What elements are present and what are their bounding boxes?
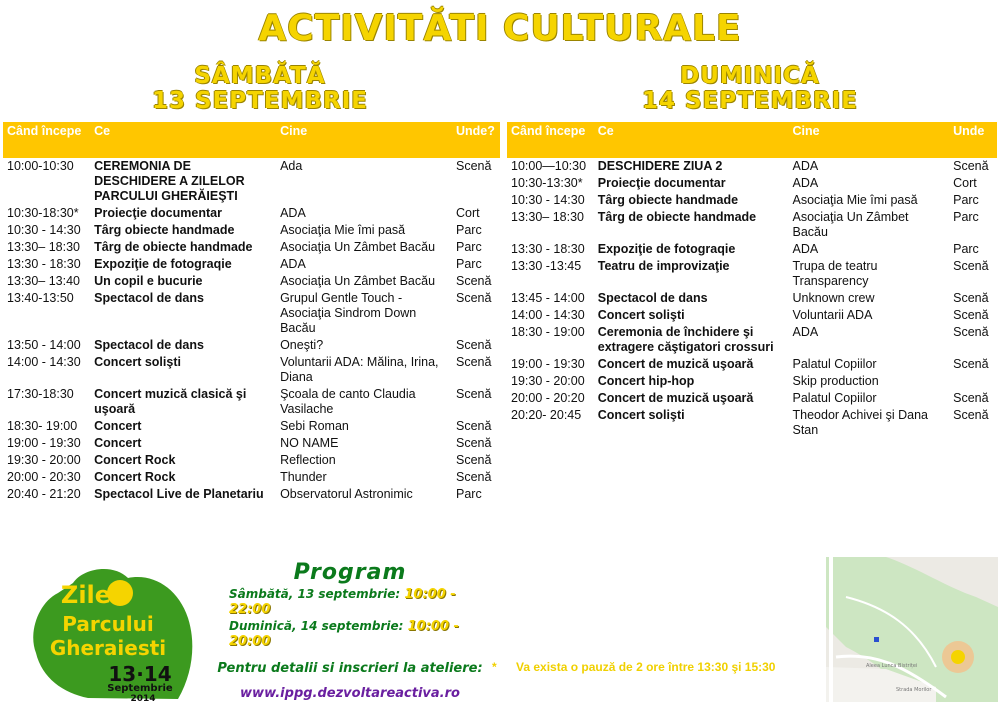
cell-activity: Spectacol Live de Planetariu	[94, 487, 264, 501]
cell-venue: Scenă	[953, 357, 989, 371]
cell-start-time: 17:30-18:30	[7, 387, 74, 401]
cell-start-time: 14:00 - 14:30	[511, 308, 585, 322]
table-row	[3, 469, 500, 486]
cell-venue: Scenă	[953, 408, 989, 422]
cell-performer: Reflection	[280, 453, 336, 467]
cell-venue: Cort	[953, 176, 977, 190]
cell-start-time: 19:30 - 20:00	[511, 374, 585, 388]
column-header-where: Unde	[949, 122, 997, 158]
program-sunday-line	[215, 619, 485, 649]
table-row	[3, 418, 500, 435]
logo-line3: Gheraiesti	[49, 636, 167, 660]
cell-start-time: 10:00—10:30	[511, 159, 587, 173]
table-row	[507, 373, 997, 390]
asterisk-icon: *	[492, 660, 497, 674]
cell-performer: Asociaţia Mie îmi pasă	[280, 223, 406, 237]
cell-performer: Şcoala de canto Claudia Vasilache	[280, 387, 416, 416]
table-row	[3, 239, 500, 256]
table-row	[3, 273, 500, 290]
cell-activity: Un copil e bucurie	[94, 274, 203, 288]
column-header-who: Cine	[789, 122, 950, 158]
cell-venue: Parc	[953, 210, 979, 224]
cell-venue: Scenă	[456, 159, 492, 173]
cell-performer: Ada	[280, 159, 303, 173]
table-row	[3, 452, 500, 469]
cell-performer: ADA	[280, 206, 306, 220]
cell-venue: Scenă	[953, 159, 989, 173]
cell-start-time: 13:30– 18:30	[511, 210, 584, 224]
program-saturday-line	[215, 587, 485, 617]
cell-performer: ADA	[792, 176, 819, 190]
saturday-date: 13 SEPTEMBRIE	[152, 88, 368, 114]
column-header-start: Când începe	[507, 122, 594, 158]
cell-venue	[949, 373, 997, 390]
pause-note-text: Va exista o pauză de 2 ore între 13:30 şi 15:30	[516, 660, 776, 674]
cell-venue: Scenă	[456, 453, 492, 467]
table-row	[507, 390, 997, 407]
cell-performer: ADA	[280, 257, 306, 271]
logo-line1: Zile	[60, 581, 112, 609]
table-row	[3, 386, 500, 418]
cell-start-time: 14:00 - 14:30	[7, 355, 81, 369]
cell-performer: Asociaţia Un Zâmbet Bacău	[280, 240, 436, 254]
table-row	[3, 435, 500, 452]
table-row	[507, 356, 997, 373]
cell-start-time: 18:30- 19:00	[7, 419, 78, 433]
cell-performer: Theodor Achivei şi Dana Stan	[792, 408, 928, 437]
table-row	[507, 175, 997, 192]
column-header-what: Ce	[594, 122, 789, 158]
table-row	[507, 241, 997, 258]
map-marker-icon	[874, 637, 879, 642]
logo-month: Septembrie	[107, 683, 173, 694]
sunday-date: 14 SEPTEMBRIE	[642, 88, 858, 114]
program-sunday-label: Duminică, 14 septembrie:	[229, 619, 404, 633]
cell-performer: Palatul Copiilor	[792, 357, 877, 371]
cell-venue: Scenă	[953, 325, 989, 339]
table-row	[3, 158, 500, 205]
program-title: Program	[293, 560, 407, 585]
cell-activity: Concert muzică clasică şi uşoară	[94, 387, 247, 416]
cell-activity: Spectacol de dans	[94, 291, 204, 305]
cell-activity: Concert Rock	[94, 453, 176, 467]
sunday-day: DUMINICĂ	[680, 63, 820, 89]
cell-activity: DESCHIDERE ZIUA 2	[597, 159, 723, 173]
cell-activity: Târg obiecte handmade	[94, 223, 235, 237]
cell-performer: Thunder	[280, 470, 327, 484]
cell-activity: Concert Rock	[94, 470, 176, 484]
festival-logo	[28, 553, 198, 703]
cell-performer: Asociaţia Mie îmi pasă	[792, 193, 918, 207]
cell-activity: Târg obiecte handmade	[597, 193, 739, 207]
cell-start-time: 10:00-10:30	[7, 159, 74, 173]
cell-performer: Grupul Gentle Touch - Asociaţia Sindrom Down Bacău	[280, 291, 417, 335]
cell-venue: Scenă	[456, 436, 492, 450]
sunday-heading	[600, 64, 900, 114]
program-sunday-time: 10:00 - 20:00	[229, 619, 459, 649]
map-street-label: Strada Morilor	[896, 687, 932, 693]
cell-activity: Târg de obiecte handmade	[597, 210, 757, 224]
cell-start-time: 13:45 - 14:00	[511, 291, 585, 305]
logo-line2: Parcului	[62, 612, 154, 636]
cell-activity: Concert solişti	[597, 408, 685, 422]
page-title: ACTIVITĂTI CULTURALE	[258, 8, 742, 49]
table-row	[3, 354, 500, 386]
program-saturday-time: 10:00 - 22:00	[229, 587, 456, 617]
cell-start-time: 10:30 - 14:30	[511, 193, 585, 207]
pause-note	[492, 660, 775, 674]
cell-performer: ADA	[792, 242, 819, 256]
cell-performer: ADA	[792, 325, 819, 339]
table-row	[507, 290, 997, 307]
cell-venue: Scenă	[456, 338, 492, 352]
cell-performer: Unknown crew	[792, 291, 875, 305]
saturday-schedule-body	[3, 158, 500, 503]
cell-start-time: 13:30 - 18:30	[7, 257, 81, 271]
logo-year: 2014	[130, 694, 156, 703]
saturday-schedule-table	[3, 122, 500, 503]
cell-venue: Scenă	[953, 259, 989, 273]
location-flower-icon	[951, 650, 965, 664]
logo-dates: 13·14	[108, 662, 172, 686]
cell-activity: Concert de muzică uşoară	[597, 391, 754, 405]
cell-activity: Teatru de improvizaţie	[597, 259, 730, 273]
program-saturday-label: Sâmbătă, 13 septembrie:	[229, 587, 401, 601]
cell-start-time: 20:00 - 20:30	[7, 470, 81, 484]
cell-venue: Scenă	[953, 391, 989, 405]
saturday-day: SÂMBĂTĂ	[194, 63, 326, 89]
map-street-label: Aleea Lunca Bistriței	[866, 663, 918, 669]
cell-performer: ADA	[792, 159, 819, 173]
cell-start-time: 19:00 - 19:30	[511, 357, 585, 371]
cell-start-time: 20:40 - 21:20	[7, 487, 81, 501]
cell-start-time: 10:30 - 14:30	[7, 223, 81, 237]
cell-activity: Proiecţie documentar	[597, 176, 726, 190]
sunday-schedule-body	[507, 158, 997, 439]
cell-performer: Asociaţia Un Zâmbet Bacău	[792, 210, 909, 239]
cell-start-time: 10:30-13:30*	[511, 176, 583, 190]
cell-performer: Sebi Roman	[280, 419, 349, 433]
saturday-heading	[110, 64, 410, 114]
table-row	[3, 205, 500, 222]
cell-activity: Târg de obiecte handmade	[94, 240, 253, 254]
cell-start-time: 13:30 -13:45	[511, 259, 582, 273]
column-header-start: Când începe	[3, 122, 90, 158]
cell-start-time: 13:50 - 14:00	[7, 338, 81, 352]
table-row	[3, 290, 500, 337]
table-row	[507, 307, 997, 324]
table-row	[3, 222, 500, 239]
cell-venue: Parc	[456, 487, 482, 501]
cell-venue: Parc	[953, 193, 979, 207]
cell-activity: Concert de muzică uşoară	[597, 357, 754, 371]
cell-start-time: 18:30 - 19:00	[511, 325, 585, 339]
cell-venue: Scenă	[953, 291, 989, 305]
table-row	[507, 158, 997, 175]
cell-performer: Voluntarii ADA	[792, 308, 873, 322]
table-row	[3, 486, 500, 503]
cell-start-time: 13:40-13:50	[7, 291, 74, 305]
cell-performer: NO NAME	[280, 436, 339, 450]
cell-start-time: 20:00 - 20:20	[511, 391, 585, 405]
column-header-what: Ce	[90, 122, 276, 158]
cell-activity: Spectacol de dans	[94, 338, 204, 352]
table-header-row	[507, 122, 997, 158]
cell-start-time: 20:20- 20:45	[511, 408, 582, 422]
program-details: Pentru detalii si inscrieri la ateliere:	[217, 661, 483, 676]
cell-venue: Parc	[953, 242, 979, 256]
cell-start-time: 13:30– 18:30	[7, 240, 80, 254]
cell-activity: Concert	[94, 436, 142, 450]
cell-start-time: 10:30-18:30*	[7, 206, 79, 220]
cell-performer: Asociaţia Un Zâmbet Bacău	[280, 274, 436, 288]
cell-activity: CEREMONIA DE DESCHIDERE A ZILELOR PARCULUI GHERĂIEŞTI	[94, 159, 245, 203]
cell-venue: Cort	[456, 206, 480, 220]
cell-activity: Spectacol de dans	[597, 291, 708, 305]
cell-activity: Proiecţie documentar	[94, 206, 222, 220]
cell-activity: Ceremonia de închidere şi extragere căştigatori crossuri	[597, 325, 774, 354]
cell-activity: Concert solişti	[94, 355, 181, 369]
cell-performer: Oneşti?	[280, 338, 324, 352]
table-row	[507, 258, 997, 290]
cell-activity: Expoziţie de fotograqie	[94, 257, 232, 271]
cell-performer: Palatul Copiilor	[792, 391, 877, 405]
column-header-who: Cine	[276, 122, 452, 158]
table-row	[507, 209, 997, 241]
table-row	[507, 324, 997, 356]
table-row	[507, 192, 997, 209]
cell-performer: Skip production	[792, 374, 879, 388]
cell-start-time: 19:00 - 19:30	[7, 436, 81, 450]
cell-venue: Scenă	[456, 355, 492, 369]
table-header-row	[3, 122, 500, 158]
cell-venue: Parc	[456, 223, 482, 237]
cell-venue: Scenă	[953, 308, 989, 322]
table-row	[3, 337, 500, 354]
cell-venue: Scenă	[456, 470, 492, 484]
cell-performer: Observatorul Astronimic	[280, 487, 413, 501]
table-row	[507, 407, 997, 439]
cell-venue: Scenă	[456, 419, 492, 433]
cell-start-time: 19:30 - 20:00	[7, 453, 81, 467]
cell-activity: Concert	[94, 419, 142, 433]
cell-activity: Expoziţie de fotograqie	[597, 242, 736, 256]
cell-venue: Scenă	[456, 387, 492, 401]
program-website-link[interactable]: www.ippg.dezvoltareactiva.ro	[240, 686, 460, 701]
program-box	[215, 560, 485, 701]
table-row	[3, 256, 500, 273]
sunday-schedule-table	[507, 122, 997, 439]
cell-activity: Concert hip-hop	[597, 374, 695, 388]
cell-venue: Scenă	[456, 291, 492, 305]
cell-venue: Parc	[456, 257, 482, 271]
cell-start-time: 13:30– 13:40	[7, 274, 80, 288]
column-header-where: Unde?	[452, 122, 500, 158]
cell-performer: Trupa de teatru Transparency	[792, 259, 878, 288]
cell-activity: Concert solişti	[597, 308, 685, 322]
cell-venue: Parc	[456, 240, 482, 254]
location-map	[826, 557, 998, 702]
cell-performer: Voluntarii ADA: Mălina, Irina, Diana	[280, 355, 439, 384]
cell-venue: Scenă	[456, 274, 492, 288]
cell-start-time: 13:30 - 18:30	[511, 242, 585, 256]
